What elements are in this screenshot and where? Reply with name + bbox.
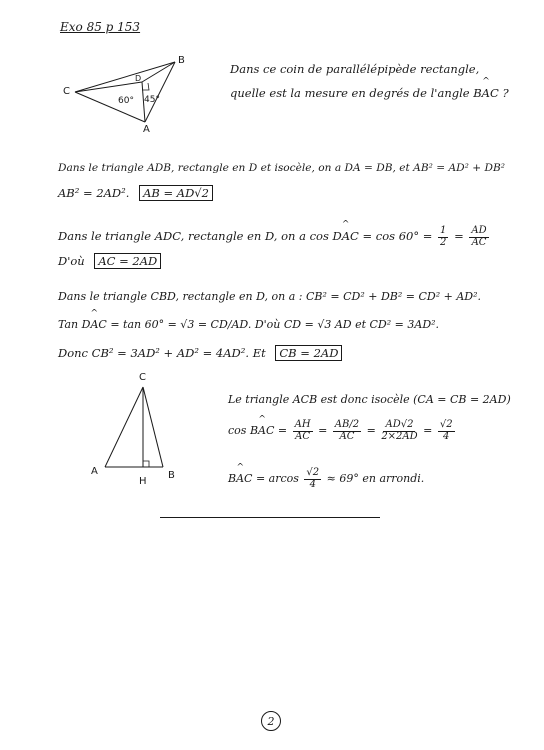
- para2-dou: D'où: [58, 254, 85, 268]
- equals-3: =: [366, 424, 376, 437]
- label-H: H: [139, 476, 147, 487]
- conclusion-line-2: [228, 420, 457, 442]
- para3-line-1: Dans le triangle CBD, rectangle en D, on a : CB² = CD² + DB² = CD² + AD².: [58, 290, 482, 303]
- question-mark: ?: [502, 86, 509, 100]
- equals-4: =: [423, 424, 433, 437]
- label-C: C: [63, 86, 70, 97]
- para1-line-1: Dans le triangle ADB, rectangle en D et isocèle, on a DA = DB, et AB² = AD² + DB²: [58, 162, 505, 174]
- question-line-1: Dans ce coin de parallélépipède rectangle,: [230, 62, 480, 76]
- conclusion-line-3: [228, 468, 424, 490]
- fraction-sqrt2-4: $\frac{√2}{4}$: [439, 419, 453, 442]
- result-box-cb: CB = 2AD: [275, 345, 342, 361]
- cos-label: cos: [228, 424, 247, 437]
- equals-1: =: [277, 424, 288, 437]
- result-box-ac: AC = 2AD: [94, 253, 161, 269]
- fraction-adsqrt2: $\frac{AD√2}{2\times 2AD}$: [381, 419, 418, 442]
- angle-dac-2: ^ DAC: [82, 318, 107, 331]
- label-B-2: B: [168, 470, 175, 481]
- fraction-ah-ac: $\frac{AH}{AC}$: [294, 419, 311, 442]
- para3-line-3: [58, 346, 342, 360]
- para3-line-2: [58, 318, 439, 331]
- result-box-ab: AB = AD√2: [139, 185, 213, 201]
- para3-tan: Tan: [58, 318, 79, 331]
- label-C-2: C: [139, 372, 146, 383]
- conclusion-line-1: Le triangle ACB est donc isocèle (CA = CB = 2AD): [228, 393, 511, 406]
- arcos-text: = arcos: [255, 472, 299, 485]
- angle-bac: ^ BAC: [473, 86, 499, 100]
- para1-equation: AB² = 2AD².: [58, 186, 130, 200]
- para3-tan-equation: = tan 60° = √3 = CD/AD. D'où CD = √3 AD et CD² = 3AD².: [110, 318, 440, 331]
- fraction-ab2-ac: $\frac{AB/2}{AC}$: [334, 419, 360, 442]
- page-number: 2: [261, 711, 281, 731]
- question-line-2: [230, 86, 509, 100]
- equals-2: =: [318, 424, 328, 437]
- para1-line-2: [58, 186, 213, 200]
- label-A: A: [143, 124, 150, 135]
- label-angle-45: 45°: [144, 95, 160, 105]
- label-A-2: A: [91, 466, 98, 477]
- label-B: B: [178, 55, 185, 66]
- label-angle-60: 60°: [118, 96, 134, 106]
- question-text: quelle est la mesure en degrés de l'angle: [230, 86, 470, 100]
- label-D: D: [135, 74, 142, 83]
- exercise-title: Exo 85 p 153: [60, 20, 141, 34]
- angle-bac-3: ^ BAC: [228, 472, 252, 485]
- separator-line: [160, 517, 380, 518]
- result-69: ≈ 69° en arrondi.: [326, 472, 425, 485]
- fraction-ad-ac: $\frac{AD}{AC}$: [471, 225, 487, 248]
- fraction-sqrt2-4-b: $\frac{√2}{4}$: [306, 467, 320, 490]
- para3-donc: Donc CB² = 3AD² + AD² = 4AD². Et: [58, 346, 266, 360]
- para2-line-2: [58, 254, 161, 268]
- para2-line-1: [58, 226, 491, 248]
- para2-cos60: = cos 60° =: [362, 229, 433, 243]
- corner-drawing: [70, 50, 210, 140]
- angle-bac-2: ^ BAC: [250, 424, 274, 437]
- para2-equals: =: [454, 229, 464, 243]
- para2-text: Dans le triangle ADC, rectangle en D, on a cos: [58, 229, 329, 243]
- fraction-one-half: $\frac{1}{2}$: [440, 225, 447, 248]
- angle-dac: ^ DAC: [333, 229, 359, 243]
